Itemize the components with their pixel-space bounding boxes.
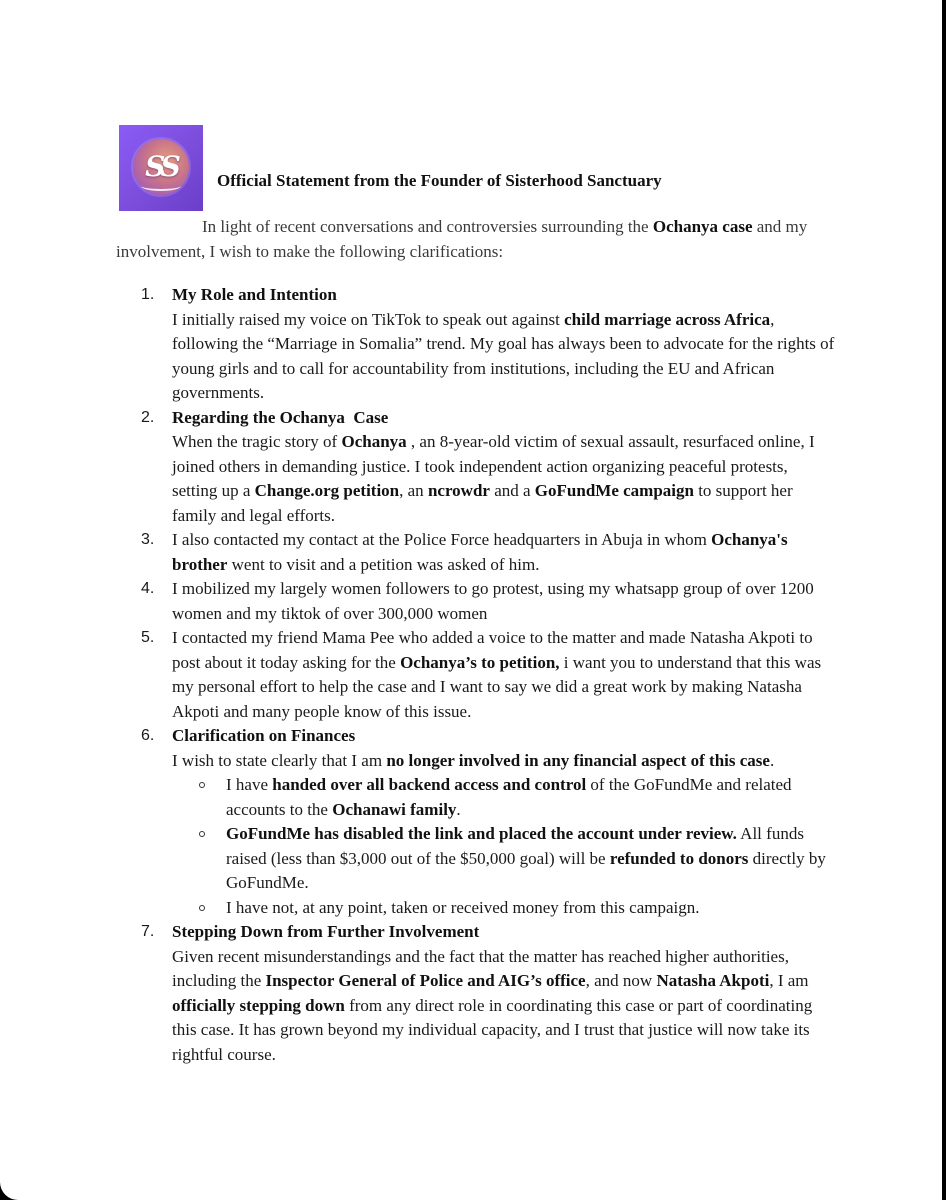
item-heading: Stepping Down from Further Involvement (172, 922, 480, 941)
item-bold: refunded to donors (609, 848, 749, 868)
item-text: of the GoFundMe and related accounts to the (226, 775, 792, 819)
item-text: All funds raised (less than $3,000 out of the $50,000 goal) will be (226, 824, 804, 868)
item-text: directly by GoFundMe. (226, 848, 826, 892)
item-text: i want you to understand that this was my personal effort to help the case and I want to say we did a great work by making Natasha Akpoti and many people know of this issue. (172, 652, 822, 721)
list-item-6 (116, 724, 836, 920)
list-number: 6. (141, 727, 155, 744)
intro-paragraph (116, 215, 836, 264)
intro-text-2: and my involvement, I wish to make the following clarifications: (116, 217, 808, 261)
list-item-4 (116, 577, 836, 626)
item-text: . (769, 750, 775, 770)
item-text: Given recent misunderstandings and the fact that the matter has reached higher authorities, including the (172, 946, 789, 990)
item-bold: GoFundMe campaign (534, 481, 694, 500)
item-text: When the tragic story of (172, 432, 342, 451)
sublist-item-3 (172, 896, 836, 921)
list-item-3 (116, 528, 836, 577)
list-item-2 (116, 406, 836, 529)
item-bold: no longer involved in any financial aspect of this case (386, 750, 770, 770)
item-text: from any direct role in coordinating this case or part of coordinating this case. It has grown beyond my individual capacity, and I trust that justice will now take its rightful course. (172, 995, 813, 1064)
item-text: , and now (585, 971, 657, 990)
list-number: 5. (141, 629, 155, 646)
item-bold: Ochanya (341, 432, 407, 451)
item-bold: GoFundMe has disabled the link and placed the account under review. (226, 824, 737, 843)
list-number: 1. (141, 286, 155, 303)
list-item-1 (116, 283, 836, 406)
hollow-bullet-icon (199, 831, 205, 837)
list-number: 7. (141, 923, 155, 940)
item-bold: Ochanawi family (332, 799, 457, 819)
item-bold: handed over all backend access and control (272, 775, 587, 794)
finance-sublist (172, 773, 836, 920)
item-text: I wish to state clearly that I am (172, 750, 387, 770)
intro-bold-ochanya-case: Ochanya case (652, 217, 753, 236)
logo-monogram: SS (145, 150, 177, 183)
item-text: I initially raised my voice on TikTok to speak out against (172, 309, 565, 329)
list-item-7 (116, 920, 836, 1067)
item-text: I also contacted my contact at the Police Force headquarters in Abuja in whom (172, 530, 712, 549)
sublist-item-1 (172, 773, 836, 822)
list-number: 4. (141, 580, 155, 597)
list-item-5 (116, 626, 836, 724)
intro-text-1: In light of recent conversations and controversies surrounding the (202, 217, 653, 236)
item-heading: Clarification on Finances (172, 726, 356, 745)
item-text: , following the “Marriage in Somalia” trend. My goal has always been to advocate for the rights of young girls and to call for accountability from institutions, including the EU and African governments. (172, 309, 835, 402)
item-text: and a (489, 481, 535, 500)
item-text: to support her family and legal efforts. (172, 481, 793, 525)
hollow-bullet-icon (199, 905, 205, 911)
hollow-bullet-icon (199, 782, 205, 788)
item-bold: Natasha Akpoti (656, 971, 770, 990)
logo-swoosh (141, 181, 181, 191)
item-text: , I am (769, 971, 809, 990)
item-bold: Ochanya's brother (172, 530, 788, 574)
statement-title: Official Statement from the Founder of Sisterhood Sanctuary (217, 171, 662, 190)
sublist-item-2 (172, 822, 836, 896)
item-text: I mobilized my largely women followers to go protest, using my whatsapp group of over 1200 women and my tiktok of over 300,000 women (172, 579, 814, 623)
item-bold: child marriage across Africa (564, 309, 771, 329)
item-text: , an 8-year-old victim of sexual assault, resurfaced online, I joined others in demanding justice. I took independent action organizing peaceful protests, setting up a (172, 432, 815, 500)
item-bold: Inspector General of Police and AIG’s office (265, 971, 586, 990)
item-heading: Regarding the Ochanya Case (172, 407, 389, 427)
list-number: 3. (141, 531, 155, 548)
item-text: I have (226, 775, 273, 794)
item-text: I have not, at any point, taken or received money from this campaign. (226, 897, 700, 917)
item-text: . (456, 799, 461, 819)
item-heading: My Role and Intention (172, 285, 337, 304)
item-text: , an (399, 481, 428, 500)
clarifications-list (116, 283, 836, 1067)
item-bold: Ochanya’s to petition, (400, 652, 560, 672)
item-bold: officially stepping down (172, 995, 345, 1015)
list-number: 2. (141, 408, 155, 426)
item-bold: ncrowdr (427, 481, 490, 500)
item-bold: Change.org petition (254, 481, 400, 500)
sisterhood-sanctuary-logo (119, 125, 203, 211)
item-text: I contacted my friend Mama Pee who added a voice to the matter and made Natasha Akpoti to post about it today asking for the (172, 628, 813, 672)
item-text: went to visit and a petition was asked of him. (227, 554, 540, 574)
